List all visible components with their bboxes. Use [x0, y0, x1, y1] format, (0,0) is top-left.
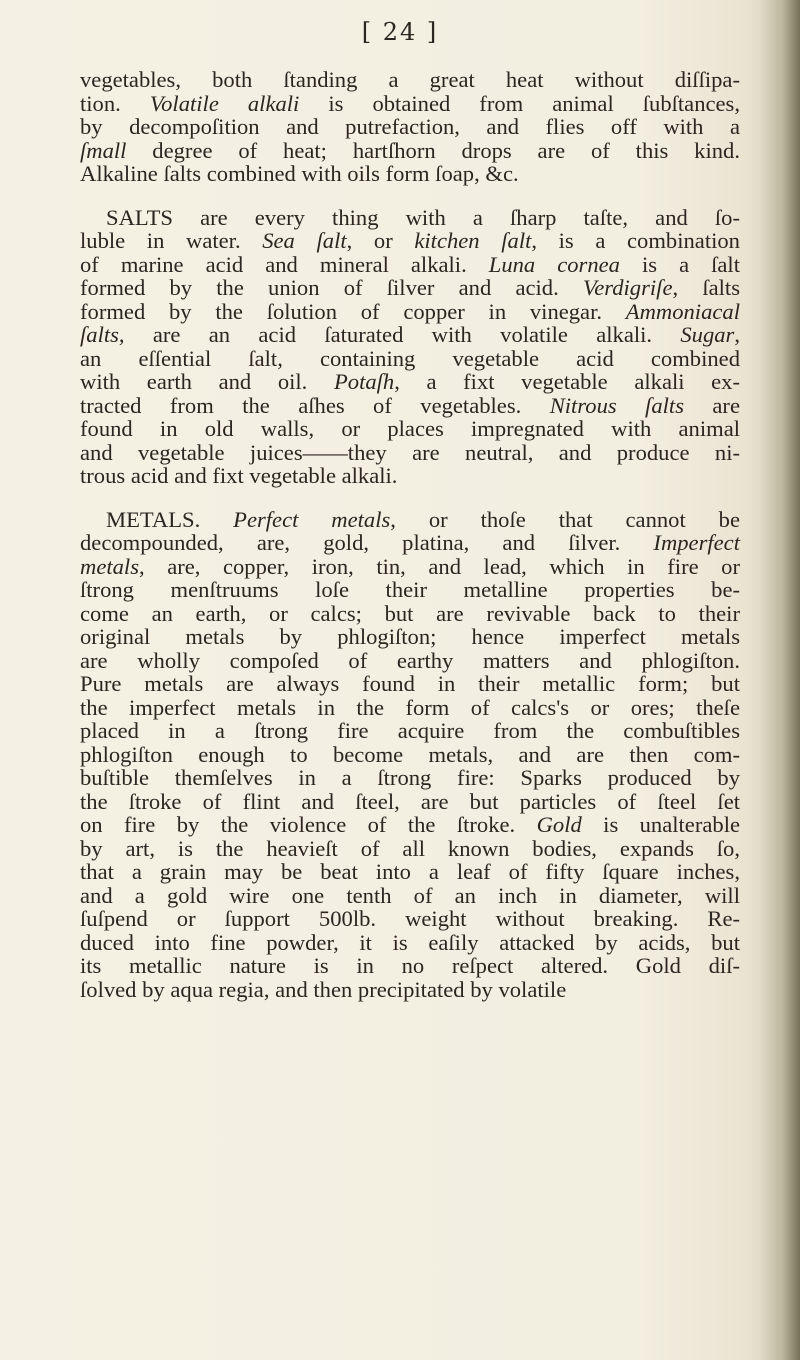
- text-line: the imperfect metals in the form of calcs's or ores; theſe: [80, 694, 740, 720]
- text-line: tracted from the aſhes of vegetables. Nitrous ſalts are: [80, 392, 740, 418]
- paragraph-gap: [80, 186, 740, 206]
- text-line: are wholly compoſed of earthy matters and phlogiſton.: [80, 647, 740, 673]
- text-line: phlogiſton enough to become metals, and are then com-: [80, 741, 740, 767]
- text-line: by art, is the heavieſt of all known bodies, expands ſo,: [80, 835, 740, 861]
- body-text: [80, 68, 740, 1001]
- text-line: tion. Volatile alkali is obtained from animal ſubſtances,: [80, 90, 740, 116]
- text-line: buſtible themſelves in a ſtrong fire: Sparks produced by: [80, 765, 740, 790]
- text-line: vegetables, both ſtanding a great heat without diſſipa-: [80, 67, 740, 92]
- text-line: decompounded, are, gold, platina, and ſilver. Imperfect: [80, 530, 740, 555]
- text-line: the ſtroke of flint and ſteel, are but particles of ſteel ſet: [80, 788, 740, 814]
- page-gutter-shadow: [760, 0, 800, 1360]
- text-line: ſalts, are an acid ſaturated with volatile alkali. Sugar,: [80, 322, 740, 347]
- text-line: on fire by the violence of the ſtroke. Gold is unalterable: [80, 812, 740, 837]
- text-line: trous acid and fixt vegetable alkali.: [80, 463, 398, 488]
- text-line: ſuſpend or ſupport 500lb. weight without breaking. Re-: [80, 906, 740, 931]
- paragraph-gap: [80, 488, 740, 508]
- text-line: with earth and oil. Potaſh, a fixt vegetable alkali ex-: [80, 369, 741, 394]
- text-line: metals, are, copper, iron, tin, and lead, which in fire or: [80, 553, 740, 579]
- text-line: formed by the union of ſilver and acid. Verdigriſe, ſalts: [80, 275, 740, 300]
- text-line: Pure metals are always found in their metallic form; but: [80, 671, 740, 696]
- text-line: by decompoſition and putrefaction, and flies off with a: [80, 114, 740, 139]
- text-line: ſtrong menſtruums loſe their metalline properties be-: [80, 577, 740, 602]
- text-line: its metallic nature is in no reſpect altered. Gold diſ-: [80, 953, 740, 978]
- text-line: come an earth, or calcs; but are revivable back to their: [80, 600, 740, 626]
- page-number: [ 24 ]: [361, 18, 439, 46]
- text-line: METALS. Perfect metals, or thoſe that cannot be: [106, 506, 740, 532]
- text-line: and a gold wire one tenth of an inch in diameter, will: [80, 882, 740, 908]
- text-line: luble in water. Sea ſalt, or kitchen ſalt, is a combination: [80, 228, 740, 253]
- text-line: formed by the ſolution of copper in vinegar. Ammoniacal: [80, 298, 740, 324]
- text-line: placed in a ſtrong fire acquire from the combuſtibles: [80, 718, 740, 743]
- text-line: Alkaline ſalts combined with oils form ſoap, &c.: [80, 161, 519, 186]
- paragraph: [80, 68, 740, 186]
- text-line: original metals by phlogiſton; hence imperfect metals: [80, 624, 740, 649]
- paragraph: [80, 508, 740, 1002]
- text-line: found in old walls, or places impregnated with animal: [80, 416, 740, 441]
- text-line: SALTS are every thing with a ſharp taſte, and ſo-: [106, 204, 740, 230]
- text-line: that a grain may be beat into a leaf of fifty ſquare inches,: [80, 859, 740, 884]
- text-line: and vegetable juices——they are neutral, and produce ni-: [80, 439, 740, 465]
- text-line: ſolved by aqua regia, and then precipitated by volatile: [80, 976, 567, 1002]
- text-line: ſmall degree of heat; hartſhorn drops are of this kind.: [80, 137, 740, 163]
- paragraph: [80, 206, 740, 488]
- text-line: duced into fine powder, it is eaſily attacked by acids, but: [80, 929, 740, 955]
- text-line: an eſſential ſalt, containing vegetable acid combined: [80, 345, 740, 371]
- text-line: of marine acid and mineral alkali. Luna cornea is a ſalt: [80, 251, 740, 277]
